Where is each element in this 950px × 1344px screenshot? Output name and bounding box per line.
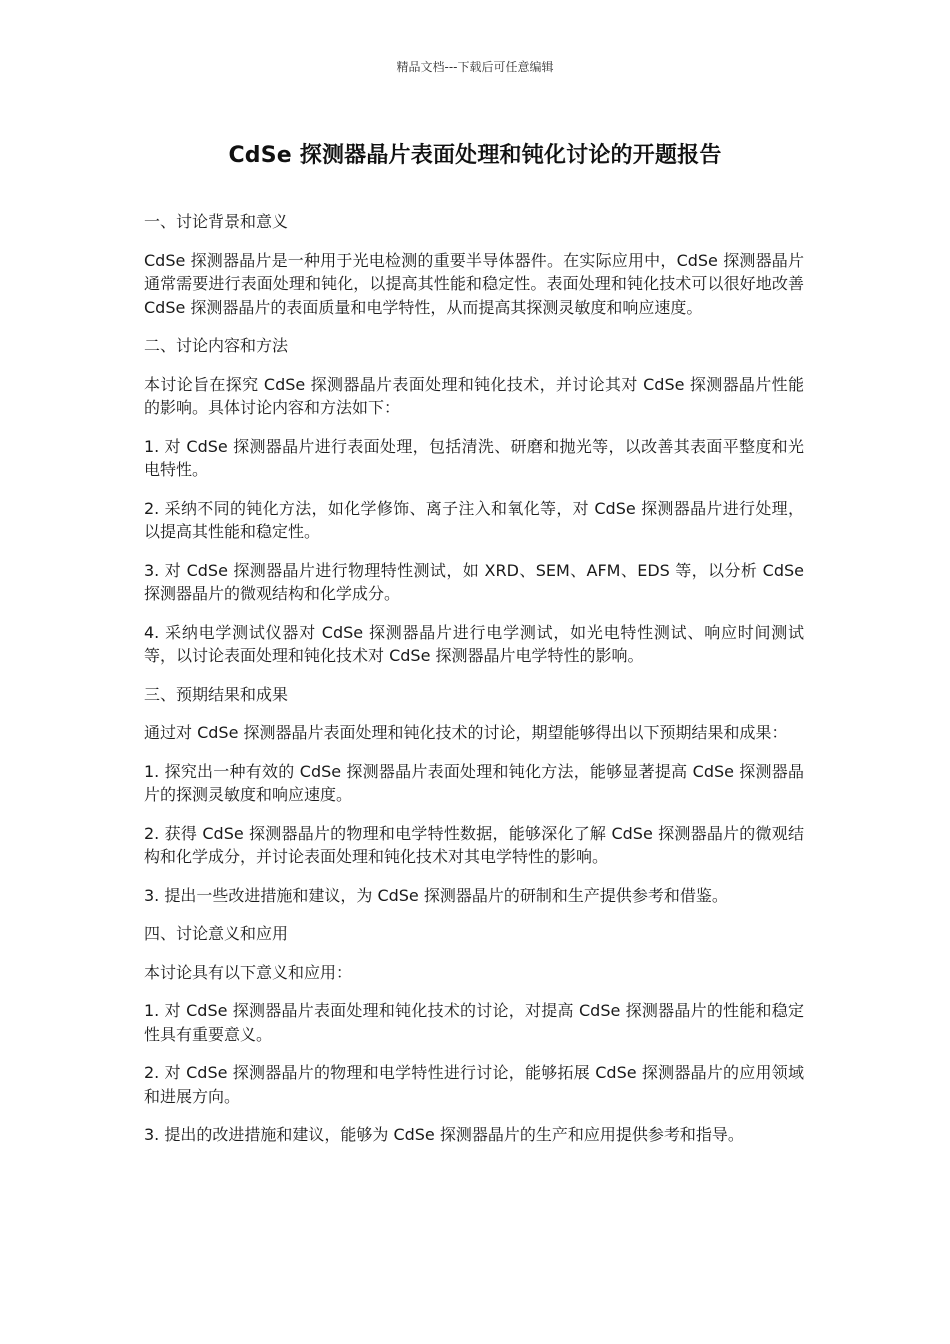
section-heading-expected-results: 三、预期结果和成果	[144, 684, 289, 704]
document-title: CdSe 探测器晶片表面处理和钝化讨论的开题报告	[228, 143, 722, 168]
list-item-method-2: 2. 采纳不同的钝化方法，如化学修饰、离子注入和氧化等，对 CdSe 探测器晶片进行处理，以提高其性能和稳定性。	[144, 498, 804, 541]
list-item-method-4: 4. 采纳电学测试仪器对 CdSe 探测器晶片进行电学测试，如光电特性测试、响应时间测试等，以讨论表面处理和钝化技术对 CdSe 探测器晶片电学特性的影响。	[144, 622, 804, 665]
section-heading-content-methods: 二、讨论内容和方法	[144, 336, 289, 355]
paragraph-significance-intro: 本讨论具有以下意义和应用：	[144, 962, 353, 982]
paragraph-results-intro: 通过对 CdSe 探测器晶片表面处理和钝化技术的讨论，期望能够得出以下预期结果和成果：	[144, 723, 788, 742]
list-item-result-1: 1. 探究出一种有效的 CdSe 探测器晶片表面处理和钝化方法，能够显著提高 CdSe 探测器晶片的探测灵敏度和响应速度。	[144, 761, 804, 804]
list-item-significance-1: 1. 对 CdSe 探测器晶片表面处理和钝化技术的讨论，对提高 CdSe 探测器晶片的性能和稳定性具有重要意义。	[144, 1001, 804, 1044]
header-note: 精品文档---下载后可任意编辑	[396, 60, 554, 74]
document-body	[144, 210, 804, 1162]
list-item-result-2: 2. 获得 CdSe 探测器晶片的物理和电学特性数据，能够深化了解 CdSe 探测器晶片的微观结构和化学成分，并讨论表面处理和钝化技术对其电学特性的影响。	[144, 823, 804, 866]
list-item-method-1: 1. 对 CdSe 探测器晶片进行表面处理，包括清洗、研磨和抛光等，以改善其表面平整度和光电特性。	[144, 436, 804, 479]
section-heading-background: 一、讨论背景和意义	[144, 212, 289, 231]
list-item-result-3: 3. 提出一些改进措施和建议，为 CdSe 探测器晶片的研制和生产提供参考和借鉴。	[144, 885, 728, 905]
paragraph-content-intro: 本讨论旨在探究 CdSe 探测器晶片表面处理和钝化技术，并讨论其对 CdSe 探测器晶片性能的影响。具体讨论内容和方法如下：	[144, 374, 804, 417]
list-item-significance-2: 2. 对 CdSe 探测器晶片的物理和电学特性进行讨论，能够拓展 CdSe 探测器晶片的应用领域和进展方向。	[144, 1063, 804, 1106]
list-item-significance-3: 3. 提出的改进措施和建议，能够为 CdSe 探测器晶片的生产和应用提供参考和指导。	[144, 1125, 744, 1144]
section-heading-significance: 四、讨论意义和应用	[144, 924, 289, 943]
list-item-method-3: 3. 对 CdSe 探测器晶片进行物理特性测试，如 XRD、SEM、AFM、EDS 等，以分析 CdSe 探测器晶片的微观结构和化学成分。	[144, 560, 804, 603]
paragraph-background: CdSe 探测器晶片是一种用于光电检测的重要半导体器件。在实际应用中，CdSe 探测器晶片通常需要进行表面处理和钝化，以提高其性能和稳定性。表面处理和钝化技术可以很好地改善 CdSe 探测器晶片的表面质量和电学特性，从而提高其探测灵敏度和响应速度。	[144, 250, 804, 317]
